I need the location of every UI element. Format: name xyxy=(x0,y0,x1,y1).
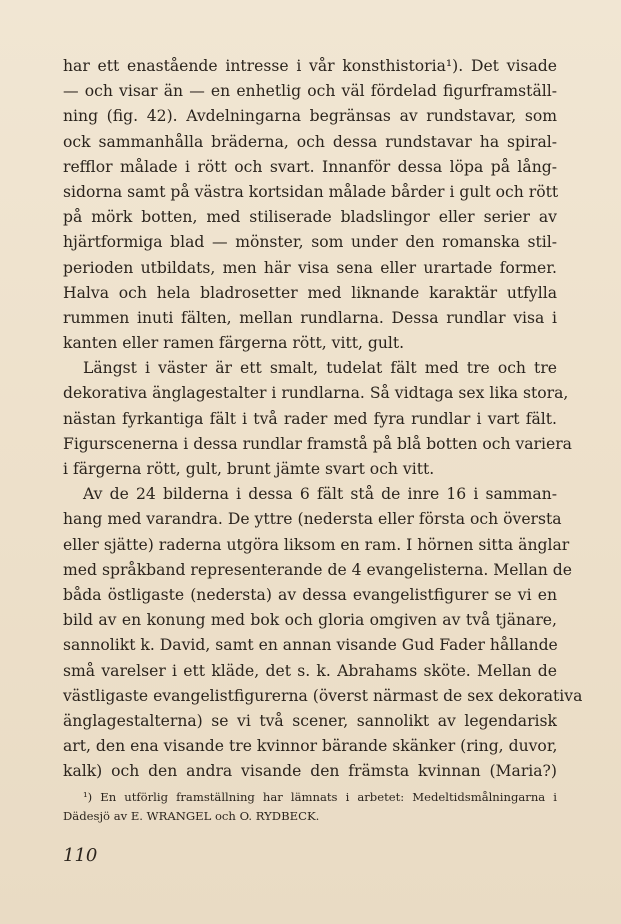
text-line: båda östligaste (nedersta) av dessa evangelistfigurer se vi en xyxy=(63,585,557,604)
text-line: änglagestalterna) se vi två scener, sannolikt av legendarisk xyxy=(63,711,557,730)
text-line: rummen inuti fälten, mellan rundlarna. Dessa rundlar visa i xyxy=(63,308,557,327)
text-line: Av de 24 bilderna i dessa 6 fält stå de inre 16 i samman- xyxy=(83,485,557,504)
text-line: i färgerna rött, gult, brunt jämte svart och vitt. xyxy=(63,460,435,478)
body-text xyxy=(63,54,583,784)
text-line: med språkband representerande de 4 evangelisterna. Mellan de xyxy=(63,560,572,579)
text-line: dekorativa änglagestalter i rundlarna. Så vidtaga sex lika stora, xyxy=(63,384,569,403)
text-line: hang med varandra. De yttre (nedersta eller första och översta xyxy=(63,510,562,529)
text-line: små varelser i ett kläde, det s. k. Abrahams sköte. Mellan de xyxy=(63,661,557,680)
text-line: Figurscenerna i dessa rundlar framstå på blå botten och variera xyxy=(63,434,572,453)
footnote-line: ¹) En utförlig framställning har lämnats i arbetet: Medeltidsmålningarna i xyxy=(83,790,557,804)
text-line: Halva och hela bladrosetter med liknande karaktär utfylla xyxy=(63,283,557,302)
text-line: bild av en konung med bok och gloria omgiven av två tjänare, xyxy=(63,611,557,630)
text-line: på mörk botten, med stiliserade bladslingor eller serier av xyxy=(63,208,557,227)
text-line: Längst i väster är ett smalt, tudelat fält med tre och tre xyxy=(83,359,557,378)
footnote-line: Dädesjö av E. WRANGEL och O. RYDBECK. xyxy=(63,809,320,823)
text-line: refflor målade i rött och svart. Innanför dessa löpa på lång- xyxy=(63,157,557,176)
text-line: sannolikt k. David, samt en annan visande Gud Fader hållande xyxy=(63,636,558,655)
text-line: kalk) och den andra visande den främsta kvinnan (Maria?) xyxy=(63,762,557,781)
text-line: hjärtformiga blad — mönster, som under den romanska stil- xyxy=(63,233,557,252)
text-line: sidorna samt på västra kortsidan målade bårder i gult och rött xyxy=(63,182,559,201)
page-number: 110 xyxy=(63,845,98,866)
text-line: ock sammanhålla bräderna, och dessa rundstavar ha spiral- xyxy=(63,132,557,151)
text-line: har ett enastående intresse i vår konsthistoria¹). Det visade xyxy=(63,57,557,75)
text-line: nästan fyrkantiga fält i två rader med fyra rundlar i vart fält. xyxy=(63,409,557,428)
text-line: — och visar än — en enhetlig och väl fördelad figurframställ- xyxy=(63,82,557,101)
footnote xyxy=(63,788,557,826)
text-line: ning (fig. 42). Avdelningarna begränsas av rundstavar, som xyxy=(63,107,557,126)
text-line: eller sjätte) raderna utgöra liksom en ram. I hörnen sitta änglar xyxy=(63,535,570,554)
text-line: art, den ena visande tre kvinnor bärande skänker (ring, duvor, xyxy=(63,737,558,756)
text-line: västligaste evangelistfigurerna (överst närmast de sex dekorativa xyxy=(63,686,583,705)
text-line: kanten eller ramen färgerna rött, vitt, gult. xyxy=(63,334,405,353)
text-line: perioden utbildats, men här visa sena eller urartade former. xyxy=(63,258,557,277)
